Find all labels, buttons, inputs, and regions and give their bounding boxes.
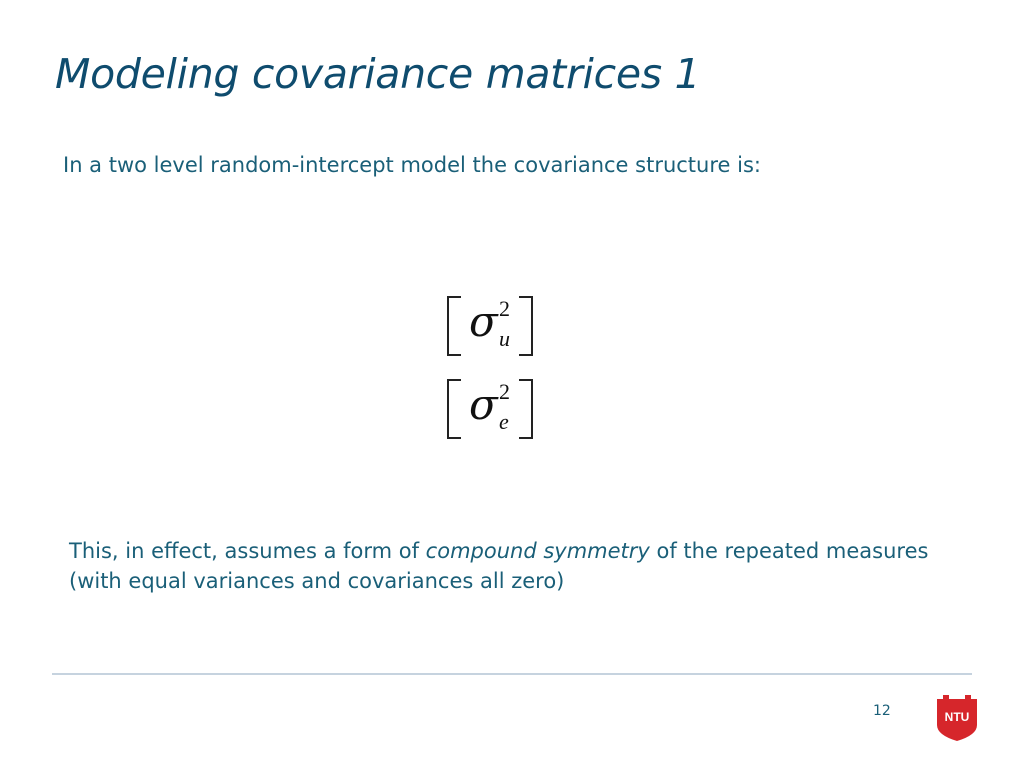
sigma-symbol: σ: [469, 380, 498, 429]
subscript: e: [499, 409, 509, 434]
matrix-sigma-e: [447, 379, 533, 437]
matrix-sigma-u: [447, 296, 533, 354]
ntu-logo-icon: [937, 695, 977, 741]
right-bracket: [519, 379, 533, 439]
superscript: 2: [499, 296, 510, 321]
logo-text: NTU: [944, 710, 970, 724]
intro-text: In a two level random-intercept model the covariance structure is:: [63, 153, 761, 177]
footer-divider: [52, 673, 972, 675]
note-text: [69, 536, 969, 596]
note-emphasis: compound symmetry: [425, 539, 650, 563]
page-number: 12: [873, 703, 891, 719]
note-after: of the repeated measures (with equal variances and covariances all zero): [69, 539, 929, 593]
slide-title: Modeling covariance matrices 1: [55, 50, 701, 98]
left-bracket: [447, 379, 461, 439]
right-bracket: [519, 296, 533, 356]
superscript: 2: [499, 379, 510, 404]
subscript: u: [499, 326, 510, 351]
sigma-symbol: σ: [469, 297, 498, 346]
left-bracket: [447, 296, 461, 356]
note-before: This, in effect, assumes a form of: [69, 539, 426, 563]
